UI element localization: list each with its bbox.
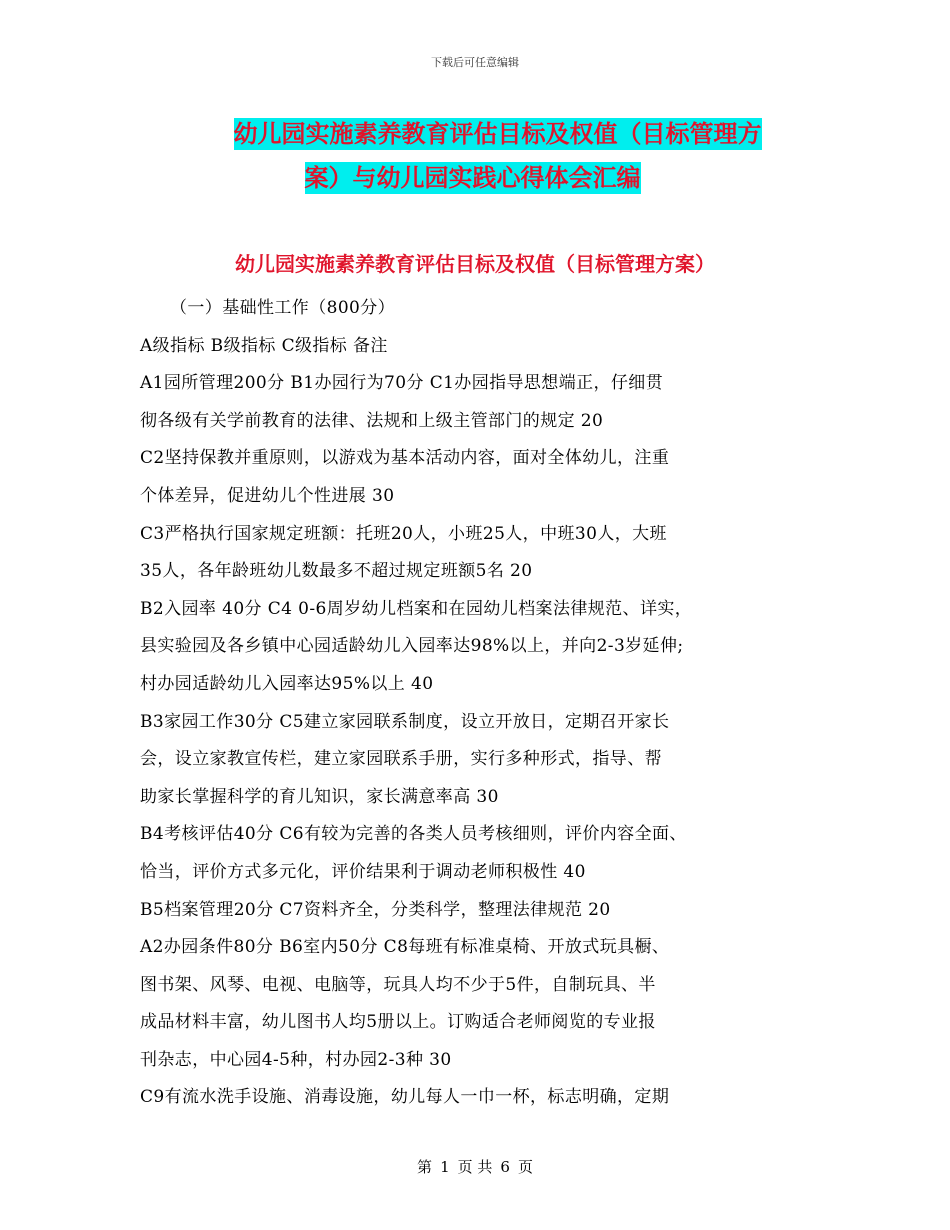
document-title-text-2: 案）与幼儿园实践心得体会汇编 xyxy=(304,164,641,192)
document-title-line-2 xyxy=(0,158,950,193)
body-line: 会，设立家教宣传栏，建立家园联系手册，实行多种形式，指导、帮 xyxy=(140,749,662,770)
footer-suffix: 页 xyxy=(517,1158,533,1176)
body-line: A2办园条件80分 B6室内50分 C8每班有标准桌椅、开放式玩具橱、 xyxy=(140,937,670,958)
document-title-text-1: 幼儿园实施素养教育评估目标及权值（目标管理方 xyxy=(233,120,762,148)
body-line: C9有流水洗手设施、消毒设施，幼儿每人一巾一杯，标志明确，定期 xyxy=(140,1087,670,1108)
body-line: 图书架、风琴、电视、电脑等，玩具人均不少于5件，自制玩具、半 xyxy=(140,974,656,995)
page-header: 下载后可任意编辑 xyxy=(431,56,519,69)
body-line: B3家园工作30分 C5建立家园联系制度，设立开放日，定期召开家长 xyxy=(140,711,670,732)
footer-middle: 页 共 xyxy=(457,1158,493,1176)
body-line: 成品材料丰富，幼儿图书人均5册以上。订购适合老师阅览的专业报 xyxy=(140,1012,656,1033)
body-line: C3严格执行国家规定班额：托班20人，小班25人，中班30人，大班 xyxy=(140,523,667,544)
body-line: 村办园适龄幼儿入园率达95%以上 40 xyxy=(140,673,434,694)
body-line: B2入园率 40分 C4 0-6周岁幼儿档案和在园幼儿档案法律规范、详实， xyxy=(140,598,693,619)
body-line: 县实验园及各乡镇中心园适龄幼儿入园率达98%以上，并向2-3岁延伸; xyxy=(140,636,684,657)
body-line: 助家长掌握科学的育儿知识，家长满意率高 30 xyxy=(140,786,499,807)
body-line: 个体差异，促进幼儿个性进展 30 xyxy=(140,485,395,506)
body-line: A级指标 B级指标 C级指标 备注 xyxy=(140,335,388,356)
body-line: 恰当，评价方式多元化，评价结果利于调动老师积极性 40 xyxy=(140,861,586,882)
body-line: 刊杂志，中心园4-5种，村办园2-3种 30 xyxy=(140,1049,452,1070)
body-line: A1园所管理200分 B1办园行为70分 C1办园指导思想端正，仔细贯 xyxy=(140,373,664,394)
document-title-line-1 xyxy=(0,114,950,149)
footer-prefix: 第 xyxy=(417,1158,433,1176)
section-title: 幼儿园实施素养教育评估目标及权值（目标管理方案） xyxy=(235,252,715,276)
footer-page-number: 1 xyxy=(440,1158,450,1176)
document-body xyxy=(140,290,830,1117)
body-line: 35人，各年龄班幼儿数最多不超过规定班额5名 20 xyxy=(140,561,533,582)
body-line: B4考核评估40分 C6有较为完善的各类人员考核细则，评价内容全面、 xyxy=(140,824,687,845)
page-footer xyxy=(0,1156,950,1177)
body-line: 彻各级有关学前教育的法律、法规和上级主管部门的规定 20 xyxy=(140,410,604,431)
footer-total-pages: 6 xyxy=(500,1158,510,1176)
body-line: C2坚持保教并重原则，以游戏为基本活动内容，面对全体幼儿，注重 xyxy=(140,448,670,469)
body-line: （一）基础性工作（800分） xyxy=(170,298,396,318)
body-line: B5档案管理20分 C7资料齐全，分类科学，整理法律规范 20 xyxy=(140,899,611,920)
